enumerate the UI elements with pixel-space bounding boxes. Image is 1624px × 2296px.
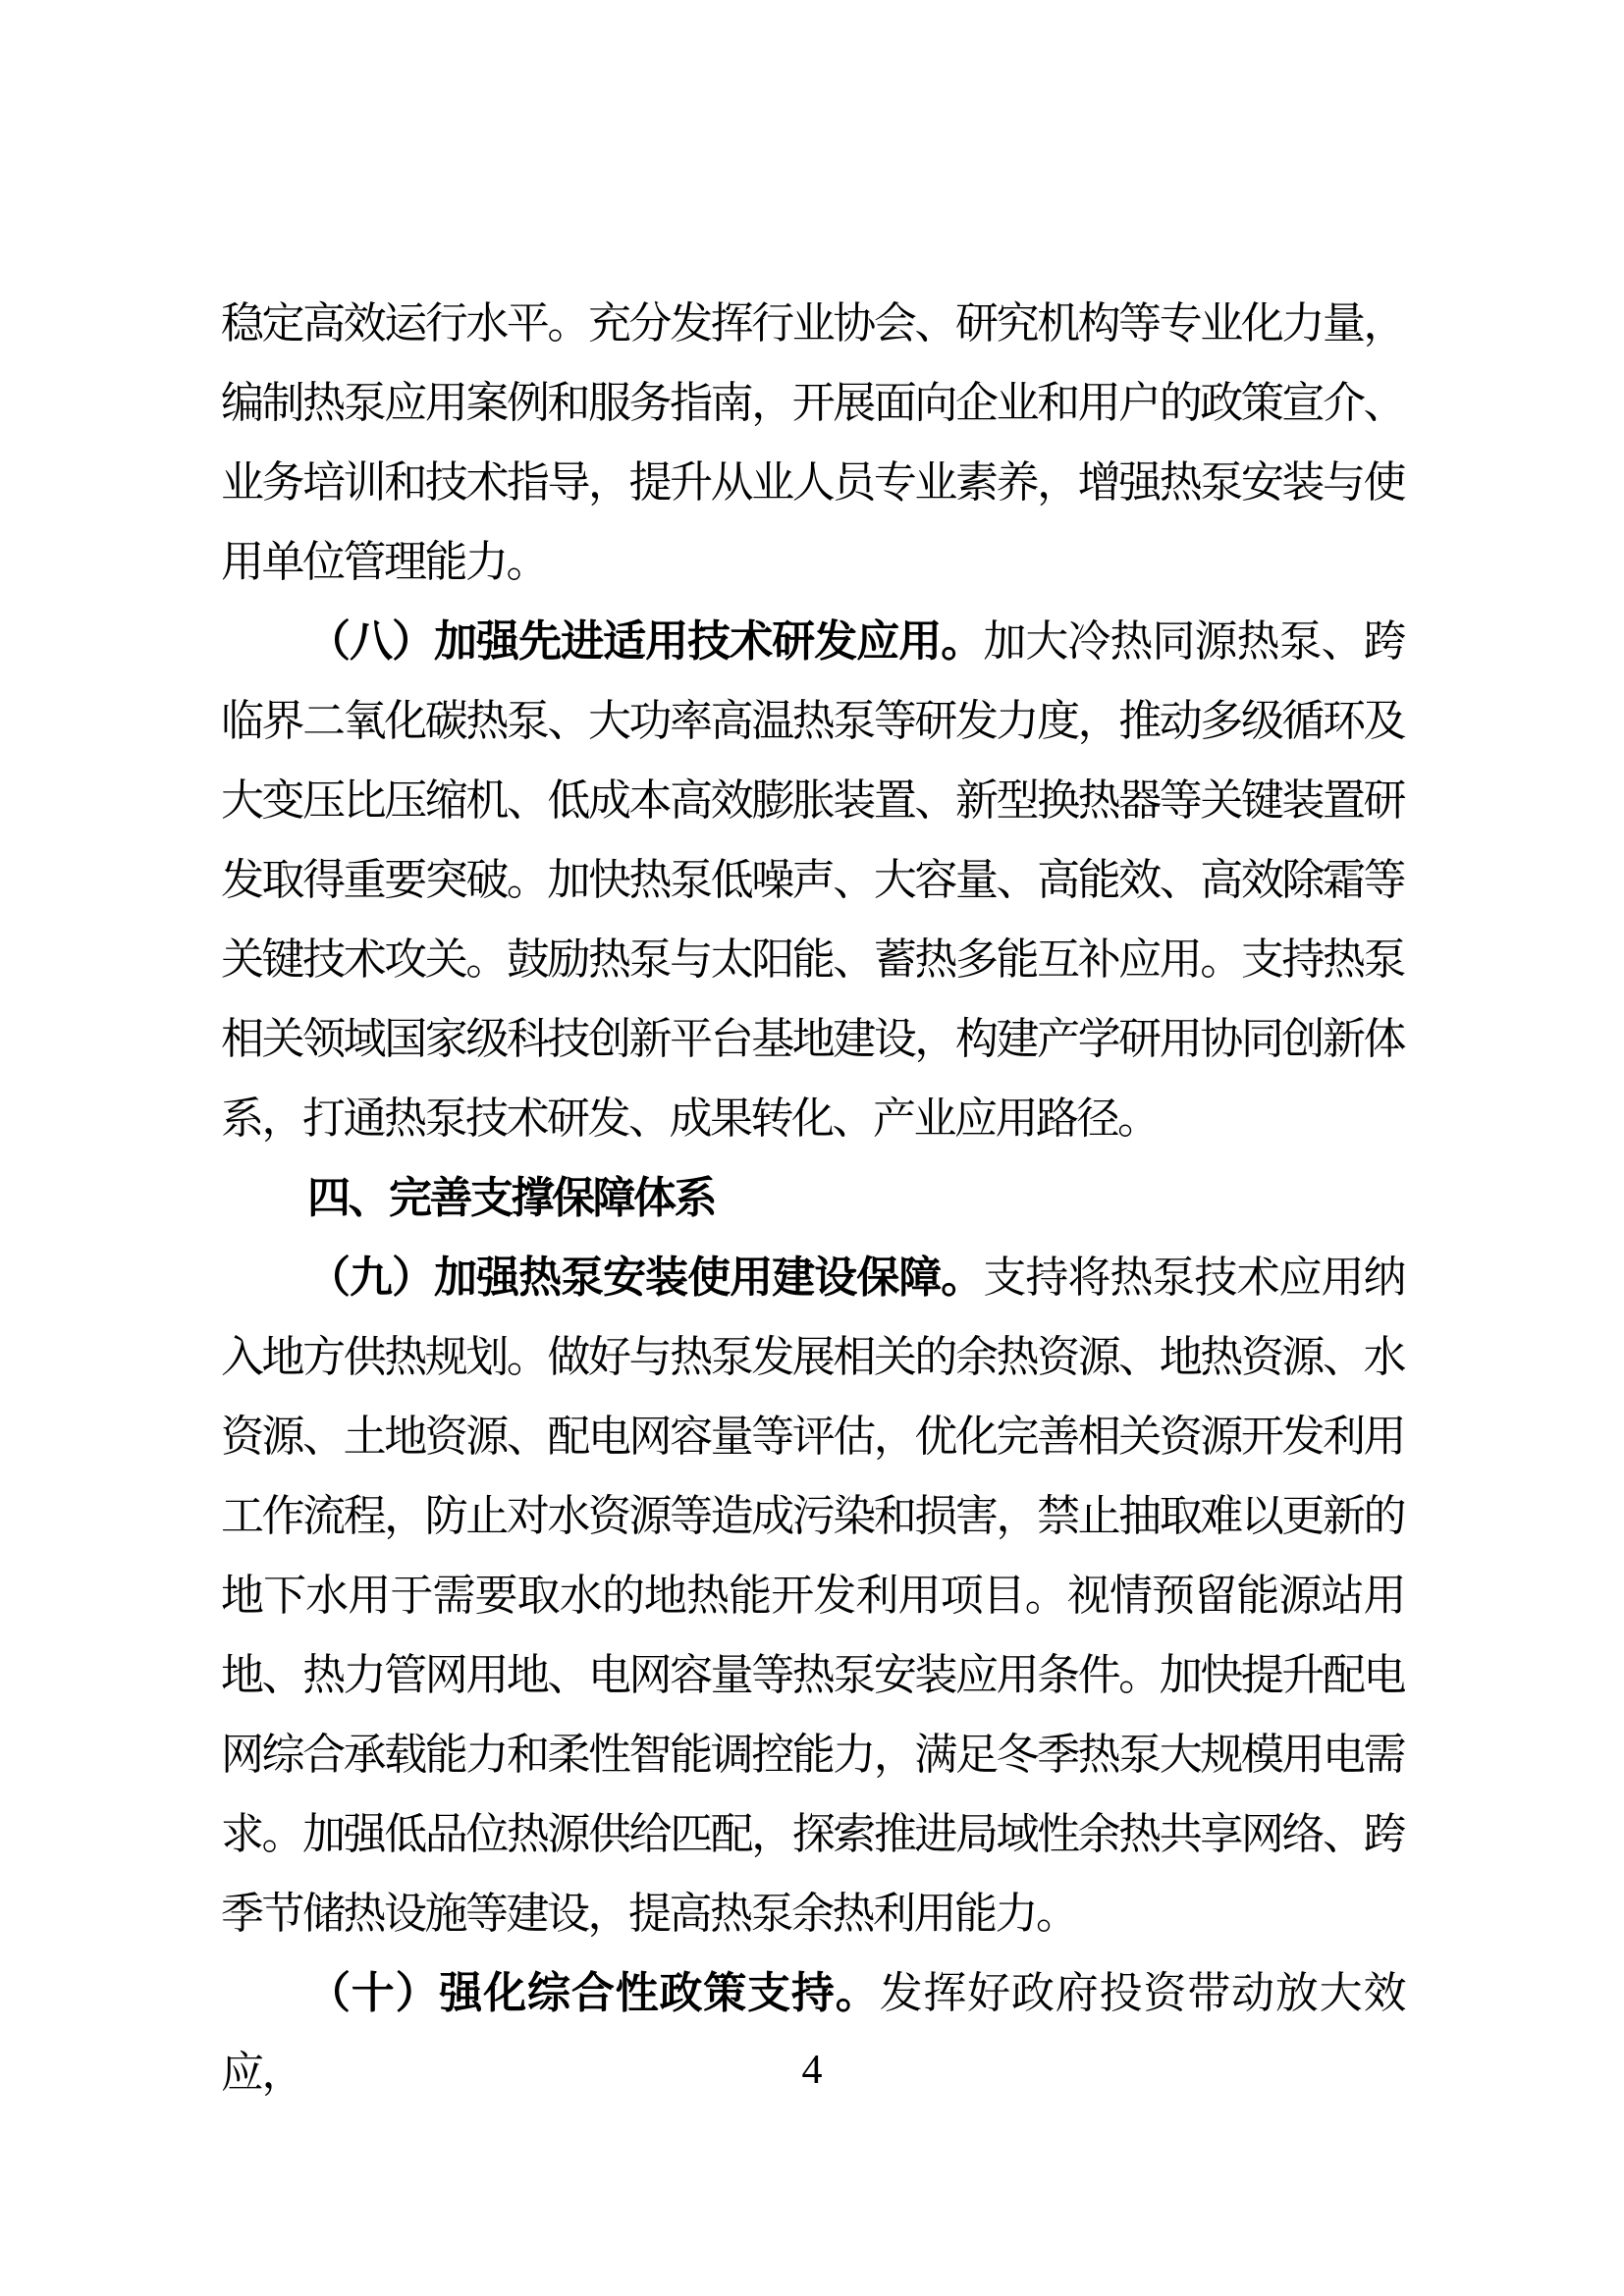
page-number: 4 bbox=[801, 2048, 823, 2093]
paragraph-continuation bbox=[221, 284, 1404, 602]
paragraph-text: 加大冷热同源热泵、跨临界二氧化碳热泵、大功率高温热泵等研发力度，推动多级循环及大变压比压缩机、低成本高效膨胀装置、新型换热器等关键装置研发取得重要突破。加快热泵低噪声、大容量、高能效、高效除霜等关键技术攻关。鼓励热泵与太阳能、蓄热多能互补应用。支持热泵相关领域国家级科技创新平台基地建设，构建产学研用协同创新体系，打通热泵技术研发、成果转化、产业应用路径。 bbox=[221, 617, 1405, 1143]
document-body bbox=[221, 284, 1404, 2112]
paragraph-text: 发挥好政府投资带动放大效应， bbox=[221, 1969, 1404, 2097]
paragraph-lead-bold: （八）加强先进适用技术研发应用。 bbox=[307, 617, 984, 666]
paragraph-lead-bold: （十）强化综合性政策支持。 bbox=[307, 1969, 880, 2017]
paragraph-lead-bold: （九）加强热泵安装使用建设保障。 bbox=[307, 1254, 984, 1302]
paragraph-item-8 bbox=[221, 602, 1404, 1158]
paragraph-text: 稳定高效运行水平。充分发挥行业协会、研究机构等专业化力量，编制热泵应用案例和服务指南，开展面向企业和用户的政策宣介、业务培训和技术指导，提升从业人员专业素养，增强热泵安装与使用单位管理能力。 bbox=[221, 299, 1404, 586]
paragraph-item-9 bbox=[221, 1238, 1404, 1953]
paragraph-text: 支持将热泵技术应用纳入地方供热规划。做好与热泵发展相关的余热资源、地热资源、水资源、土地资源、配电网容量等评估，优化完善相关资源开发利用工作流程，防止对水资源等造成污染和损害，禁止抽取难以更新的地下水用于需要取水的地热能开发利用项目。视情预留能源站用地、热力管网用地、电网容量等热泵安装应用条件。加快提升配电网综合承载能力和柔性智能调控能力，满足冬季热泵大规模用电需求。加强低品位热源供给匹配，探索推进局域性余热共享网络、跨季节储热设施等建设，提高热泵余热利用能力。 bbox=[221, 1254, 1405, 1938]
section-heading: 四、完善支撑保障体系 bbox=[307, 1174, 715, 1222]
